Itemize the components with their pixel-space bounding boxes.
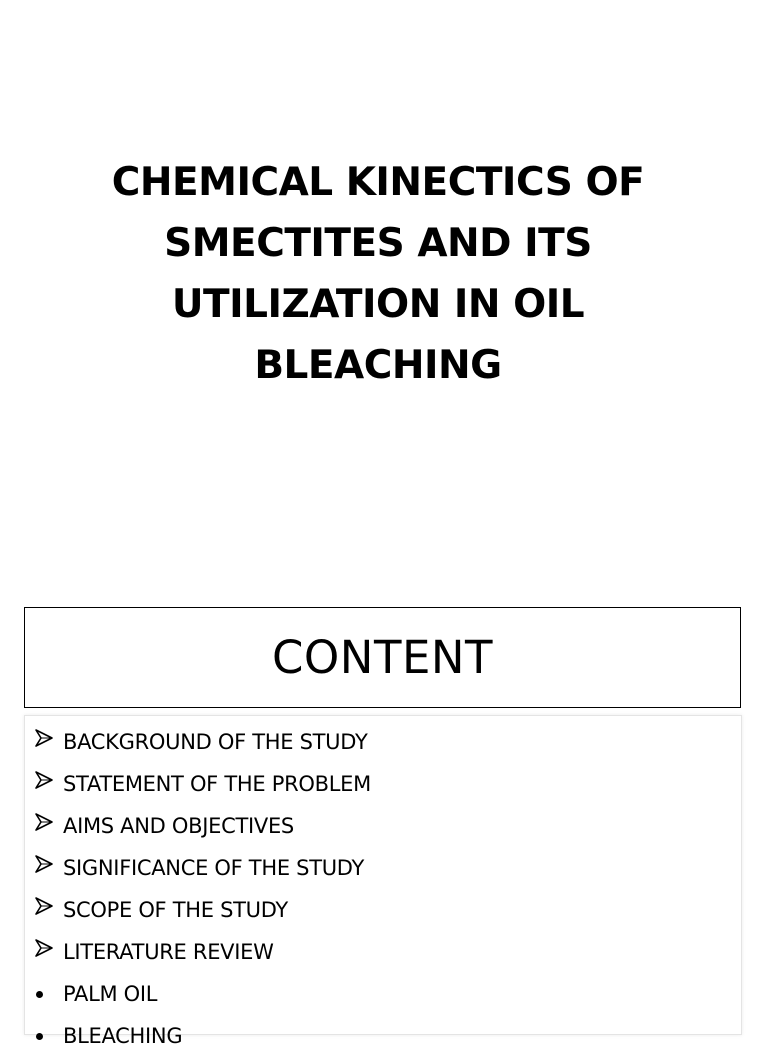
list-item bbox=[25, 890, 741, 932]
list-item-label: LITERATURE REVIEW bbox=[63, 940, 274, 964]
title-line: SMECTITES AND ITS bbox=[164, 221, 592, 266]
list-item bbox=[25, 1016, 741, 1058]
arrow-bullet-icon bbox=[34, 896, 54, 916]
content-heading: CONTENT bbox=[271, 631, 494, 684]
title-line: CHEMICAL KINECTICS OF bbox=[111, 160, 645, 205]
list-item-label: STATEMENT OF THE PROBLEM bbox=[63, 772, 371, 796]
list-item bbox=[25, 764, 741, 806]
slide-title bbox=[90, 152, 666, 396]
arrow-bullet-icon bbox=[34, 812, 54, 832]
list-item-label: SIGNIFICANCE OF THE STUDY bbox=[63, 856, 365, 880]
list-item-label: BLEACHING bbox=[63, 1024, 183, 1048]
list-item-label: BACKGROUND OF THE STUDY bbox=[63, 730, 368, 754]
arrow-bullet-icon bbox=[34, 938, 54, 958]
content-list bbox=[24, 715, 742, 1048]
list-item bbox=[25, 932, 741, 974]
list-item bbox=[25, 806, 741, 848]
list-item bbox=[25, 722, 741, 764]
dot-bullet-icon bbox=[36, 1033, 43, 1040]
title-line: UTILIZATION IN OIL bbox=[171, 282, 585, 327]
list-item bbox=[25, 974, 741, 1016]
arrow-bullet-icon bbox=[34, 854, 54, 874]
list-item-label: AIMS AND OBJECTIVES bbox=[63, 814, 294, 838]
title-line: BLEACHING bbox=[254, 343, 502, 388]
dot-bullet-icon bbox=[36, 991, 43, 998]
list-item-label: SCOPE OF THE STUDY bbox=[63, 898, 288, 922]
arrow-bullet-icon bbox=[34, 728, 54, 748]
list-item bbox=[25, 848, 741, 890]
list-item-label: PALM OIL bbox=[63, 982, 158, 1006]
arrow-bullet-icon bbox=[34, 770, 54, 790]
content-heading-box bbox=[24, 607, 741, 708]
